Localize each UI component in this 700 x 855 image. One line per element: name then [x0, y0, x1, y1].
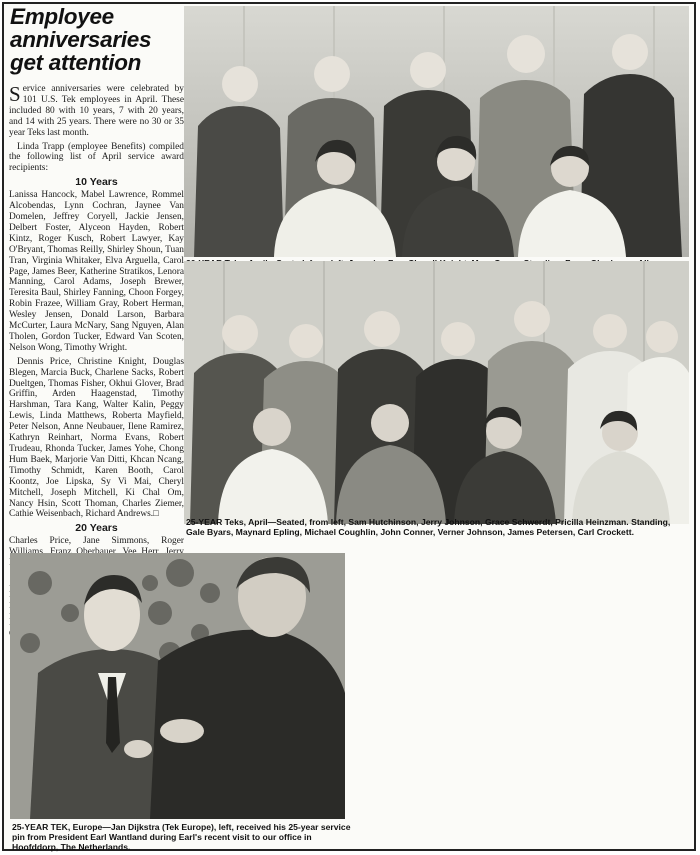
drop-cap: S	[9, 82, 21, 106]
photo-20-year-group	[184, 6, 689, 257]
intro-text: ervice anniversaries were celebrated by 101 U.S. Tek employees in April. These included 80 with 10 years, 7 with 20 years, and 14 with 25 years. There were no 30 or 35 year Teks last month.	[9, 84, 184, 138]
headline-line-3: get attention	[10, 50, 142, 75]
intro-paragraph	[9, 84, 184, 139]
names-list-10-years-a: Lanissa Hancock, Mabel Lawrence, Rommel Alcobendas, Lynn Cochran, Jaynee Van Domelen, Jeffrey Coryell, Jackie Jensen, Delbert Foster, Alyceon Hayden, Robert Kintz, Roger Kusch, Robert Lawyer, Kay O'Bryant, Thomas Reilly, Shirley Shoun, Tuan Tran, Virginia Whitaker, Elva Arguella, Carol Page, James Beer, Katherine Stratikos, Lenora Manning, Carol Adams, Joseph Brewer, Teresita Baul, Shirley Fanning, Choon Forgey, Robin Frazee, William Gray, Robert Herman, Wesley Jensen, Donald Larson, Barbara McCurter, Laura McNary, Sang Nguyen, Alan Tholen, Gordon Tucker, Edward Van Scoten, Nelson Wong, Timothy Wright.	[9, 190, 184, 353]
section-heading-20-years: 20 Years	[75, 522, 118, 535]
names-list-10-years-b: Dennis Price, Christine Knight, Douglas Blegen, Marcia Buck, Charlene Sacks, Robert Dueltgen, Thomas Fisher, Okhui Glover, Brad Griffin, Arden Haagenstad, Timothy Harshman, Tara Kang, Walter Kalin, Peggy Lewis, Linda Matthews, Roberta Mayfield, Peter Nelson, Anne Neubauer, Ilene Ramirez, Kathryn Reinhart, Norma Evans, Robert Trudeau, Rhonda Tucker, James Yohe, Chong Hum Baek, Marjorie Van Ditti, Khcan Ncang, Timothy Schmidt, Karen Booth, Carol Koontz, Joe Lipska, Sy Vi Mai, Cheryl Mitchell, Joseph Mitchell, Ki Chal Om, Nancy Hsin, Scott Thoman, Charles Ziemer, Cathie Weisenbach, Richard Andrews.□	[9, 356, 184, 520]
compiler-paragraph: Linda Trapp (employee Benefits) compiled the following list of April service award recipients:	[9, 141, 184, 174]
photo-europe-pin-presentation	[10, 553, 345, 819]
photo-25-year-group	[184, 261, 689, 524]
headline	[10, 5, 184, 74]
names-list-20-years: Charles Price, Jane Simmons, Roger	[9, 536, 184, 547]
photo-europe-caption: 25-YEAR TEK, Europe—Jan Dijkstra (Tek Europe), left, received his 25-year service pin from President Earl Wantland during Earl's recent visit to our office in Hoofddorp, The Netherlands.	[12, 822, 351, 853]
section-heading-10-years: 10 Years	[75, 176, 118, 189]
headline-line-2: anniversaries	[10, 27, 152, 52]
headline-line-1: Employee	[10, 4, 114, 29]
photo-25-year-caption: 25-YEAR Teks, April—Seated, from left, Sam Hutchinson, Jerry Johnson, Grace Schwerdt, Pricilla Heinzman. Standing, Gale Byars, Maynard Epling, Michael Coughlin, John Conner, Verner Johnson, James Petersen, Carl Crockett.	[186, 517, 671, 538]
